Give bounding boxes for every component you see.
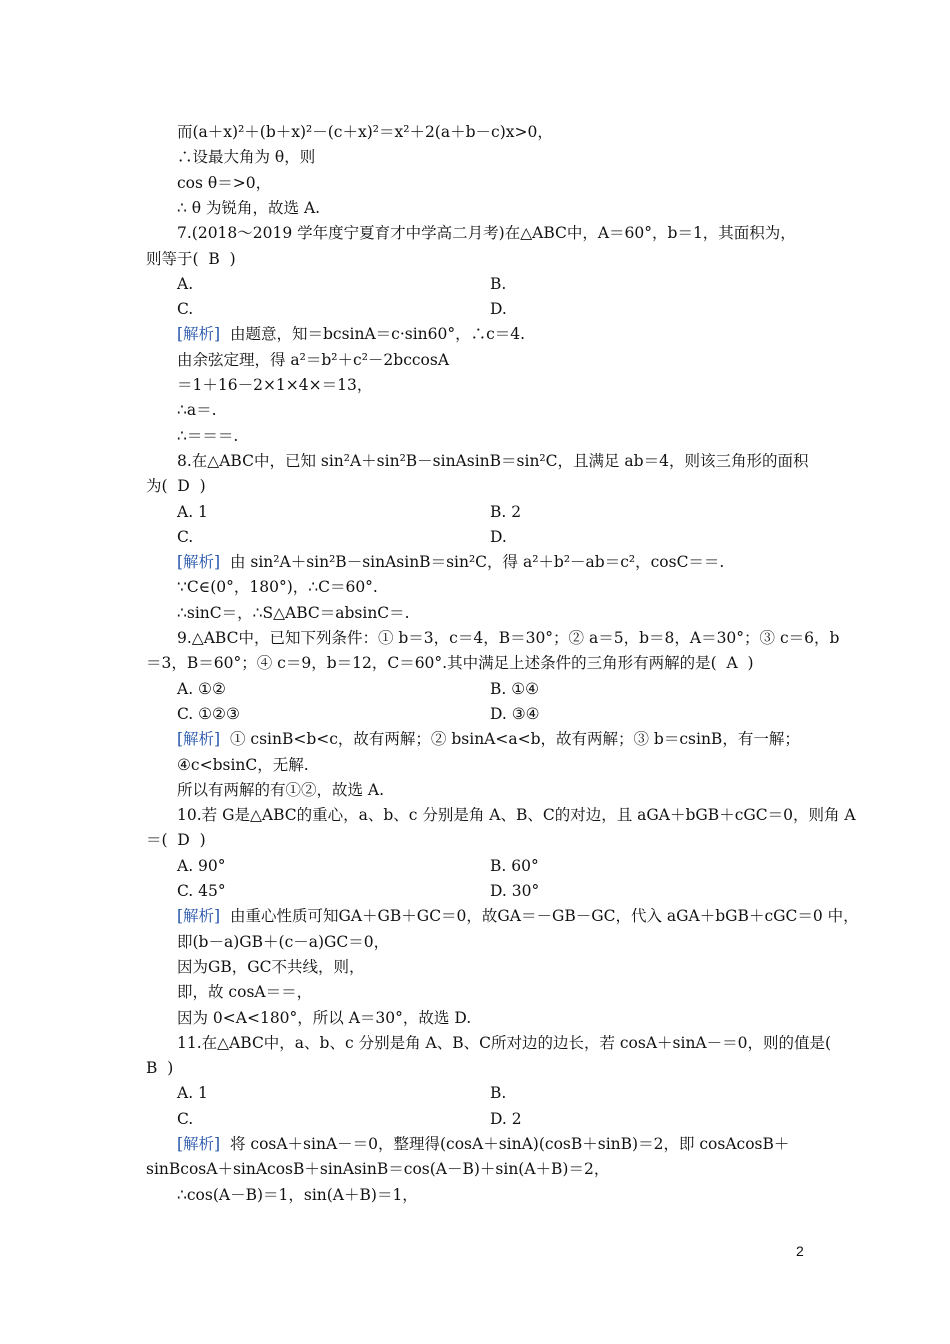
line-text: ∴＝＝＝.: [177, 426, 239, 445]
line-text: 因为GB，GC不共线，则，: [177, 957, 365, 976]
line-text: ＝3，B＝60°；④ c＝9，b＝12，C＝60°.其中满足上述条件的三角形有两解的是( A ): [146, 654, 754, 673]
line-text: 将 cosA＋sinA－＝0，整理得(cosA＋sinA)(cosB＋sinB)＝2，即 cosAcosB＋: [220, 1135, 790, 1153]
line-text: 所以有两解的有①②，故选 A.: [177, 780, 385, 799]
option-right: B.: [490, 274, 507, 293]
option-left: C.: [177, 527, 194, 546]
option-row: [177, 501, 847, 523]
text-line: [177, 754, 847, 776]
analysis-line: [177, 551, 847, 573]
line-text: 即(b－a)GB＋(c－a)GC＝0，: [177, 932, 390, 951]
line-text: ∴cos(A－B)＝1，sin(A＋B)＝1，: [177, 1185, 418, 1204]
page-number: 2: [796, 1243, 804, 1259]
line-text: ∴设最大角为 θ，则: [177, 148, 316, 167]
option-right: B. ①④: [490, 679, 540, 698]
line-text: ① csinB<b<c，故有两解；② bsinA<a<b，故有两解；③ b＝csinB，有一解；: [220, 730, 800, 749]
line-text: ∴ θ 为锐角，故选 A.: [177, 198, 321, 217]
line-text: ∴a＝.: [177, 401, 217, 420]
analysis-tag: [解析]: [177, 325, 221, 344]
option-left: A. 1: [177, 1084, 208, 1103]
line-text: 而(a＋x)²＋(b＋x)²－(c＋x)²＝x²＋2(a＋b－c)x>0，: [177, 123, 553, 141]
option-left: A. 1: [177, 502, 208, 521]
option-left: C. 45°: [177, 882, 226, 900]
line-text: ∴sinC＝，∴S△ABC＝absinC＝.: [177, 603, 410, 622]
option-right: D. 2: [490, 1109, 522, 1128]
analysis-tag: [解析]: [177, 1135, 221, 1153]
line-text: 即，故 cosA＝＝，: [177, 983, 313, 1002]
line-text: 由余弦定理，得 a²＝b²＋c²－2bccosA: [177, 350, 450, 369]
line-text: 7.(2018～2019 学年度宁夏育才中学高二月考)在△ABC中，A＝60°，b＝1，其面积为，: [177, 224, 796, 243]
text-line: [177, 450, 847, 472]
option-left: C.: [177, 1109, 194, 1128]
option-right: D. ③④: [490, 704, 540, 723]
text-line: [177, 374, 847, 396]
line-text: 为( D ): [146, 477, 206, 496]
option-right: B.: [490, 1084, 507, 1103]
option-row: [177, 526, 847, 548]
line-text: 9.△ABC中，已知下列条件：① b＝3，c＝4，B＝30°；② a＝5，b＝8，A＝30°；③ c＝6，b: [177, 629, 840, 647]
option-left: A. 90°: [177, 856, 226, 875]
line-text: 由题意，知＝bcsinA＝c·sin60°，∴c＝4.: [220, 325, 526, 344]
line-text: 8.在△ABC中，已知 sin²A＋sin²B－sinAsinB＝sin²C，且满足 ab＝4，则该三角形的面积: [177, 451, 809, 470]
option-right: D. 30°: [490, 882, 540, 900]
line-text: sinBcosA＋sinAcosB＋sinAsinB＝cos(A－B)＋sin(A＋B)＝2，: [146, 1160, 610, 1179]
option-right: D.: [490, 300, 507, 319]
text-line: [146, 829, 816, 851]
option-right: B. 2: [490, 502, 522, 521]
line-text: ④c<bsinC，无解.: [177, 755, 309, 774]
line-text: B ): [146, 1059, 174, 1078]
text-line: [177, 197, 847, 219]
line-text: ＝1＋16－2×1×4×＝13，: [177, 376, 373, 394]
line-text: 由 sin²A＋sin²B－sinAsinB＝sin²C，得 a²＋b²－ab＝c²，cosC＝＝.: [220, 553, 725, 572]
analysis-line: [177, 728, 847, 750]
text-line: [177, 349, 847, 371]
option-row: [177, 1082, 847, 1104]
option-row: [177, 273, 847, 295]
text-line: [177, 146, 847, 168]
option-row: [177, 298, 847, 320]
analysis-line: [177, 1133, 847, 1155]
text-line: [177, 425, 847, 447]
analysis-tag: [解析]: [177, 730, 221, 749]
option-left: A.: [177, 274, 194, 293]
text-line: [146, 1057, 816, 1079]
option-right: B. 60°: [490, 856, 539, 875]
text-line: [177, 399, 847, 421]
analysis-line: [177, 905, 859, 927]
text-line: [177, 1007, 847, 1029]
line-text: 由重心性质可知GA＋GB＋GC＝0，故GA＝－GB－GC，代入 aGA＋bGB＋cGC＝0 中，: [220, 907, 859, 926]
analysis-tag: [解析]: [177, 907, 221, 926]
text-line: [177, 222, 847, 244]
option-left: A. ①②: [177, 679, 226, 698]
text-line: [146, 248, 816, 270]
text-line: [146, 1158, 816, 1180]
option-row: [177, 880, 847, 902]
analysis-tag: [解析]: [177, 553, 221, 572]
text-line: [177, 804, 856, 826]
analysis-line: [177, 323, 847, 345]
option-right: D.: [490, 527, 507, 546]
option-row: [177, 678, 847, 700]
line-text: 10.若 G是△ABC的重心，a、b、c 分别是角 A、B、C的对边，且 aGA＋bGB＋cGC＝0，则角 A: [177, 806, 856, 825]
option-row: [177, 855, 847, 877]
option-left: C. ①②③: [177, 704, 240, 723]
text-line: [177, 602, 847, 624]
text-line: [177, 627, 847, 649]
line-text: 则等于( B ): [146, 249, 236, 268]
text-line: [177, 121, 847, 143]
text-line: [177, 931, 847, 953]
option-row: [177, 703, 847, 725]
text-line: [177, 1184, 847, 1206]
text-line: [146, 652, 816, 674]
option-row: [177, 1108, 847, 1130]
text-line: [177, 172, 847, 194]
text-line: [146, 475, 816, 497]
line-text: cos θ＝>0，: [177, 173, 272, 192]
option-left: C.: [177, 300, 194, 319]
line-text: 11.在△ABC中，a、b、c 分别是角 A、B、C所对边的边长，若 cosA＋sinA－＝0，则的值是(: [177, 1033, 832, 1052]
text-line: [177, 981, 847, 1003]
text-line: [177, 1032, 847, 1054]
text-line: [177, 779, 847, 801]
text-line: [177, 576, 847, 598]
text-line: [177, 956, 847, 978]
line-text: ∵C∈(0°，180°)，∴C＝60°.: [177, 578, 378, 597]
line-text: ＝( D ): [146, 831, 206, 850]
line-text: 因为 0<A<180°，所以 A＝30°，故选 D.: [177, 1008, 472, 1027]
